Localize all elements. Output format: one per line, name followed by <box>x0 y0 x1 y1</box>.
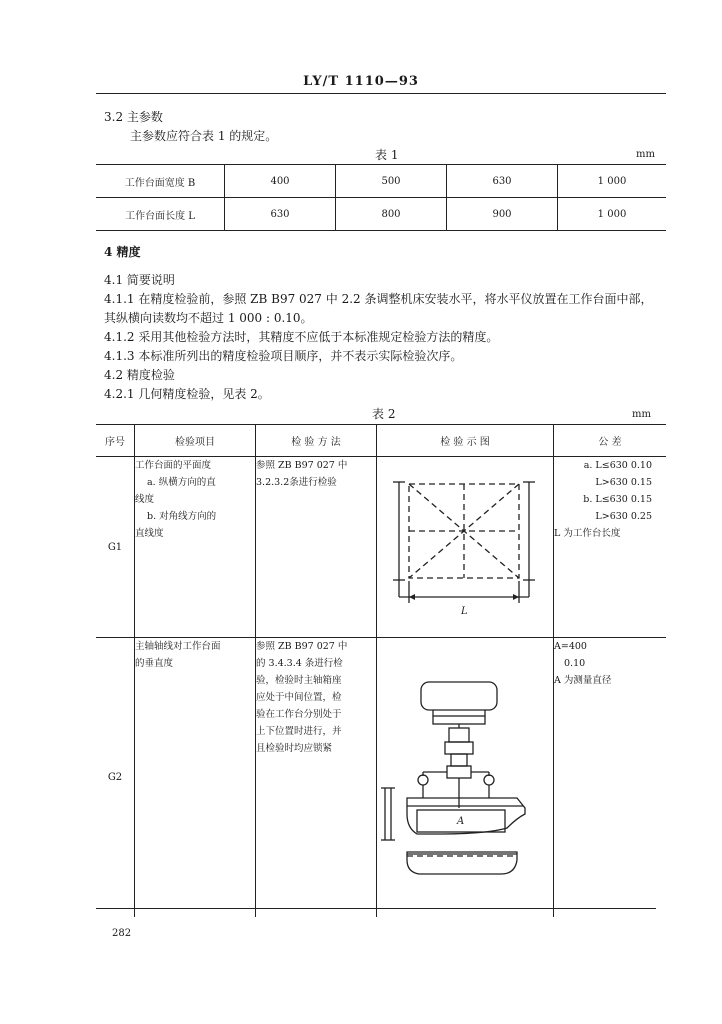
col-header-diagram: 检 验 示 图 <box>377 425 554 457</box>
perpendicularity-diagram <box>377 638 553 913</box>
section-4-2-1: 4.2.1 几何精度检验，见表 2。 <box>104 387 270 401</box>
table1-row-label: 工作台面长度 L <box>96 198 225 231</box>
table2-unit: mm <box>632 409 651 420</box>
item-line: b. 对角线方向的 <box>147 511 217 522</box>
item-text <box>135 638 256 918</box>
section-4-heading: 4 精度 <box>104 245 141 259</box>
method-line: 且检验时均应锁紧 <box>256 743 333 754</box>
table1-cell: 1 000 <box>558 165 667 198</box>
item-line: 的垂直度 <box>135 658 174 669</box>
col-header-tolerance: 公 差 <box>554 425 667 457</box>
tolerance-note: A 为测量直径 <box>554 675 612 686</box>
col-header-method: 检 验 方 法 <box>256 425 377 457</box>
table1-cell: 400 <box>225 165 336 198</box>
table1-cell: 900 <box>447 198 558 231</box>
tolerance-note: L 为工作台长度 <box>554 528 621 539</box>
section-3-2-heading: 3.2 主参数 <box>104 110 163 124</box>
method-line: 应处于中间位置，检 <box>256 692 342 703</box>
item-line: 直线度 <box>135 528 164 539</box>
method-text <box>256 457 377 638</box>
page-number: 282 <box>112 928 132 939</box>
tolerance-line: L>630 0.15 <box>595 477 652 488</box>
method-line: 参照 ZB B97 027 中 <box>256 460 348 471</box>
table2-header-row <box>96 425 666 457</box>
table-row <box>96 165 666 198</box>
section-4-1-3: 4.1.3 本标准所列出的精度检验项目顺序，并不表示实际检验次序。 <box>104 349 463 363</box>
section-4-1-1: 4.1.1 在精度检验前，参照 ZB B97 027 中 2.2 条调整机床安装水平，将水平仪放置在工作台面中部， <box>104 292 653 306</box>
section-3-2-text: 主参数应符合表 1 的规定。 <box>130 129 278 143</box>
item-line: 工作台面的平面度 <box>135 460 212 471</box>
tolerance-text <box>554 638 667 918</box>
diagram-label-L: L <box>461 606 468 617</box>
section-4-2: 4.2 精度检验 <box>104 368 175 382</box>
table-row <box>96 457 666 638</box>
flatness-diagram <box>377 457 553 633</box>
method-line: 的 3.4.3.4 条进行检 <box>256 658 343 669</box>
table1-cell: 1 000 <box>558 198 667 231</box>
item-line: 线度 <box>135 494 155 505</box>
table-row <box>96 198 666 231</box>
section-4-1-1-cont: 其纵横向读数均不超过 1 000 : 0.10。 <box>104 311 313 325</box>
table1 <box>96 164 666 231</box>
tolerance-line: L>630 0.25 <box>595 511 652 522</box>
diagram-cell <box>377 457 554 638</box>
method-line: 验，检验时主轴箱座 <box>256 675 342 686</box>
table1-row-label: 工作台面宽度 B <box>96 165 225 198</box>
table1-cell: 500 <box>336 165 447 198</box>
section-4-1-2: 4.1.2 采用其他检验方法时，其精度不应低于本标准规定检验方法的精度。 <box>104 330 499 344</box>
method-line: 3.2.3.2条进行检验 <box>256 477 337 488</box>
table1-unit: mm <box>636 149 655 160</box>
table1-cell: 800 <box>336 198 447 231</box>
row-id: G2 <box>96 638 135 918</box>
table1-cell: 630 <box>225 198 336 231</box>
section-4-1: 4.1 简要说明 <box>104 273 175 287</box>
row-id: G1 <box>96 457 135 638</box>
diagram-label-A: A <box>457 816 465 827</box>
col-header-item: 检验项目 <box>135 425 256 457</box>
table2 <box>96 424 666 917</box>
tolerance-line: 0.10 <box>564 658 586 669</box>
diagram-cell <box>377 638 554 918</box>
table1-caption: 表 1 <box>375 148 399 162</box>
method-line: 参照 ZB B97 027 中 <box>256 641 348 652</box>
col-header-id: 序号 <box>96 425 135 457</box>
header-rule <box>96 93 666 94</box>
method-line: 上下位置时进行，并 <box>256 726 342 737</box>
tolerance-line: b. L≤630 0.15 <box>583 494 652 505</box>
method-text <box>256 638 377 918</box>
method-line: 验在工作台分别处于 <box>256 709 342 720</box>
tolerance-line: A=400 <box>554 641 587 652</box>
item-text <box>135 457 256 638</box>
item-line: a. 纵横方向的直 <box>147 477 216 488</box>
tolerance-text <box>554 457 667 638</box>
table2-bottom-rule <box>96 908 656 909</box>
table2-caption: 表 2 <box>372 407 396 421</box>
table-row <box>96 638 666 918</box>
item-line: 主轴轴线对工作台面 <box>135 641 221 652</box>
standard-header: LY/T 1110—93 <box>303 74 419 89</box>
table1-cell: 630 <box>447 165 558 198</box>
tolerance-line: a. L≤630 0.10 <box>583 460 652 471</box>
